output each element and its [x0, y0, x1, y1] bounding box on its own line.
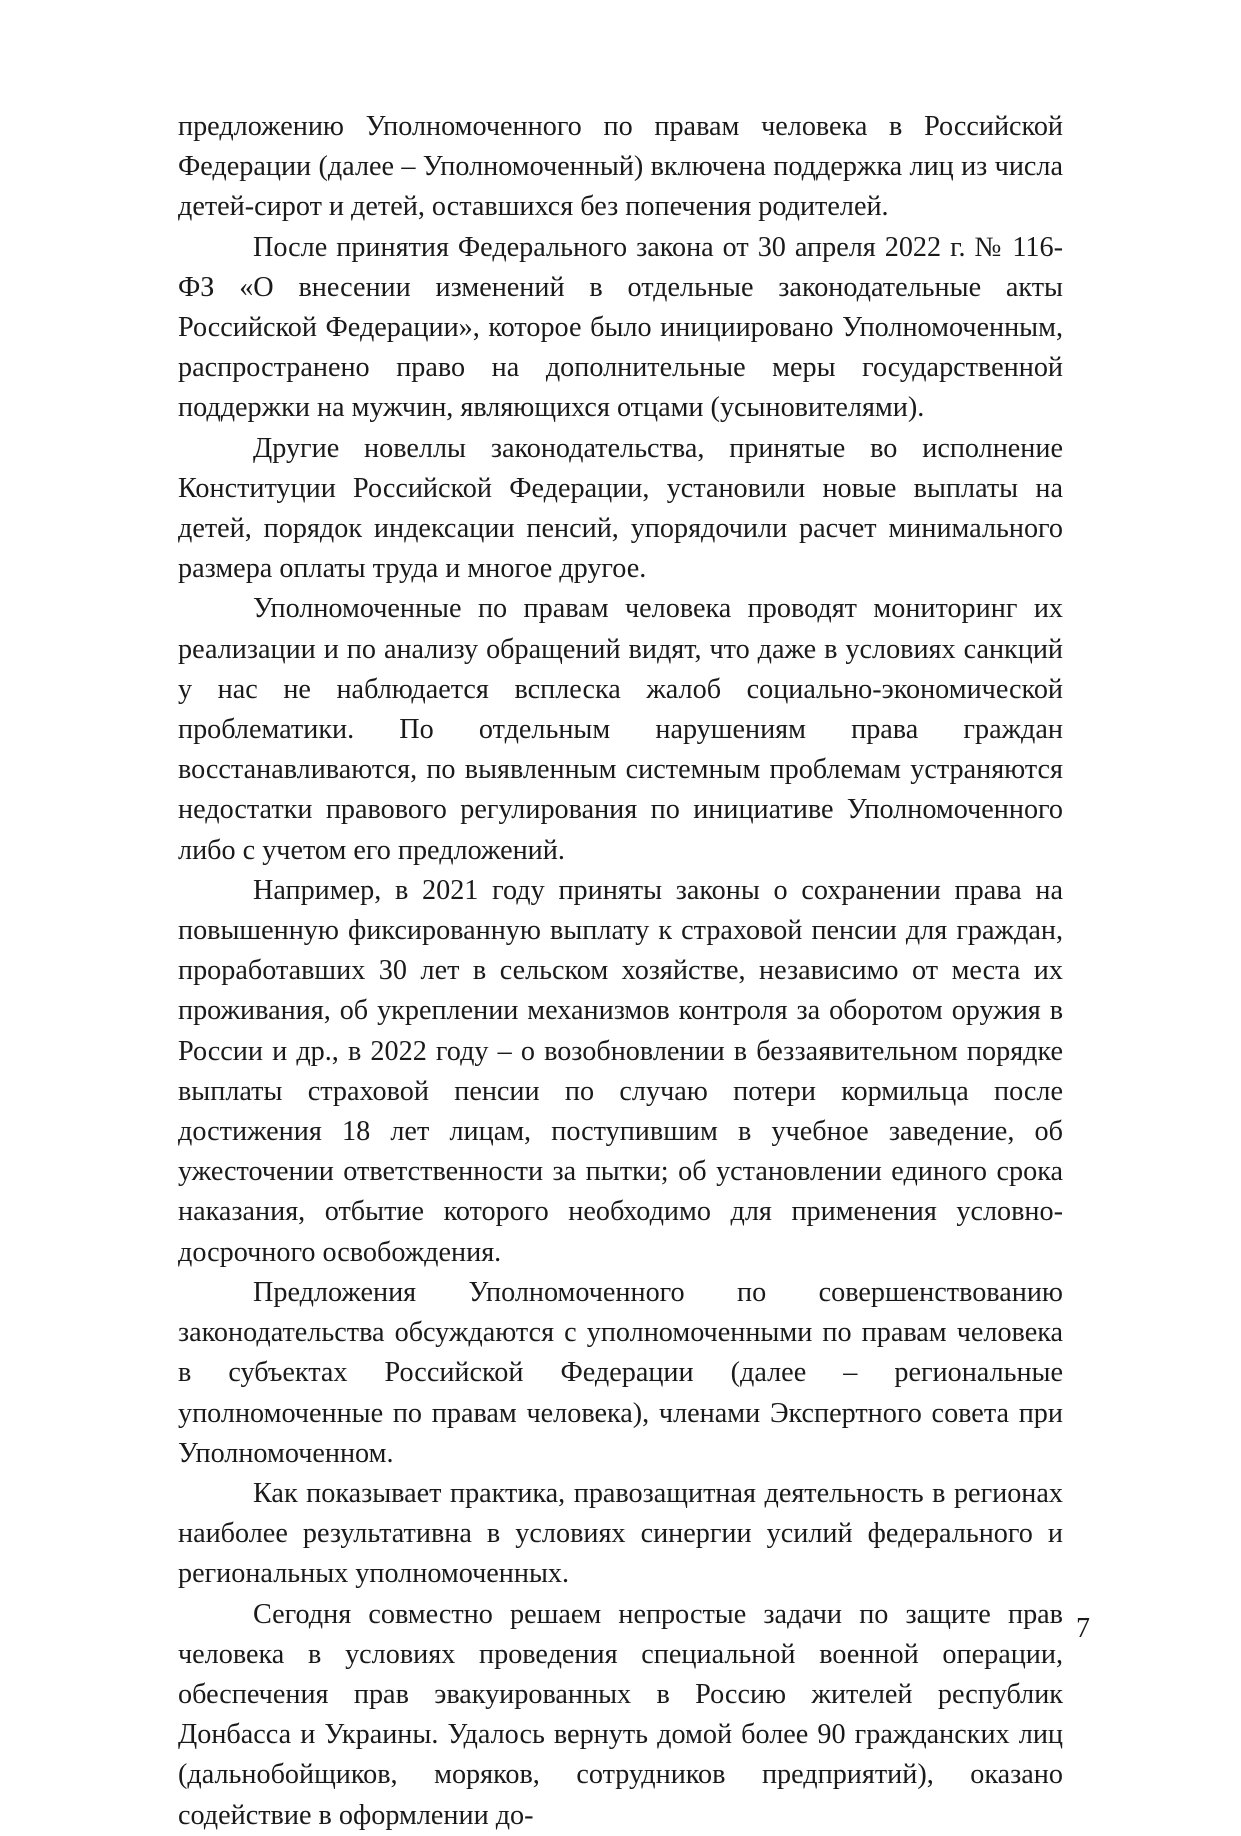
paragraph-6: Предложения Уполномоченного по совершенствованию законодательства обсуждаются с уполномоченными по правам человека в субъектах Российской Федерации (далее – региональные уполномоченные по правам человека), членами Экспертного совета при Уполномоченном. [178, 1276, 1063, 1469]
page-number: 7 [1076, 1613, 1090, 1644]
paragraph-3: Другие новеллы законодательства, принятые во исполнение Конституции Российской Федерации, установили новые выплаты на детей, порядок индексации пенсий, упорядочили расчет минимального размера оплаты труда и многое другое. [178, 432, 1063, 585]
paragraph-5: Например, в 2021 году приняты законы о сохранении права на повышенную фиксированную выплату к страховой пенсии для граждан, проработавших 30 лет в сельском хозяйстве, независимо от места их проживания, об укреплении механизмов контроля за оборотом оружия в России и др., в 2022 году – о возобновлении в беззаявительном порядке выплаты страховой пенсии по случаю потери кормильца после достижения 18 лет лицам, поступившим в учебное заведение, об ужесточении ответственности за пытки; об установлении единого срока наказания, отбытие которого необходимо для применения условно-досрочного освобождения. [178, 874, 1063, 1268]
paragraph-7: Как показывает практика, правозащитная деятельность в регионах наиболее результативна в условиях синергии усилий федерального и региональных уполномоченных. [178, 1477, 1063, 1590]
paragraph-1: предложению Уполномоченного по правам человека в Российской Федерации (далее – Уполномоченный) включена поддержка лиц из числа детей-сирот и детей, оставшихся без попечения родителей. [178, 111, 1063, 223]
paragraph-8: Сегодня совместно решаем непростые задачи по защите прав человека в условиях проведения специальной военной операции, обеспечения прав эвакуированных в Россию жителей республик Донбасса и Украины. Удалось вернуть домой более 90 гражданских лиц (дальнобойщиков, моряков, сотрудников предприятий), оказано содействие в оформлении до- [178, 1598, 1063, 1831]
paragraph-2: После принятия Федерального закона от 30 апреля 2022 г. № 116-ФЗ «О внесении изменений в отдельные законодательные акты Российской Федерации», которое было инициировано Уполномоченным, распространено право на дополнительные меры государственной поддержки на мужчин, являющихся отцами (усыновителями). [178, 231, 1063, 424]
body-text [178, 107, 1063, 1836]
paragraph-4: Уполномоченные по правам человека проводят мониторинг их реализации и по анализу обращений видят, что даже в условиях санкций у нас не наблюдается всплеска жалоб социально-экономической проблематики. По отдельным нарушениям права граждан восстанавливаются, по выявленным системным проблемам устраняются недостатки правового регулирования по инициативе Уполномоченного либо с учетом его предложений. [178, 593, 1063, 866]
